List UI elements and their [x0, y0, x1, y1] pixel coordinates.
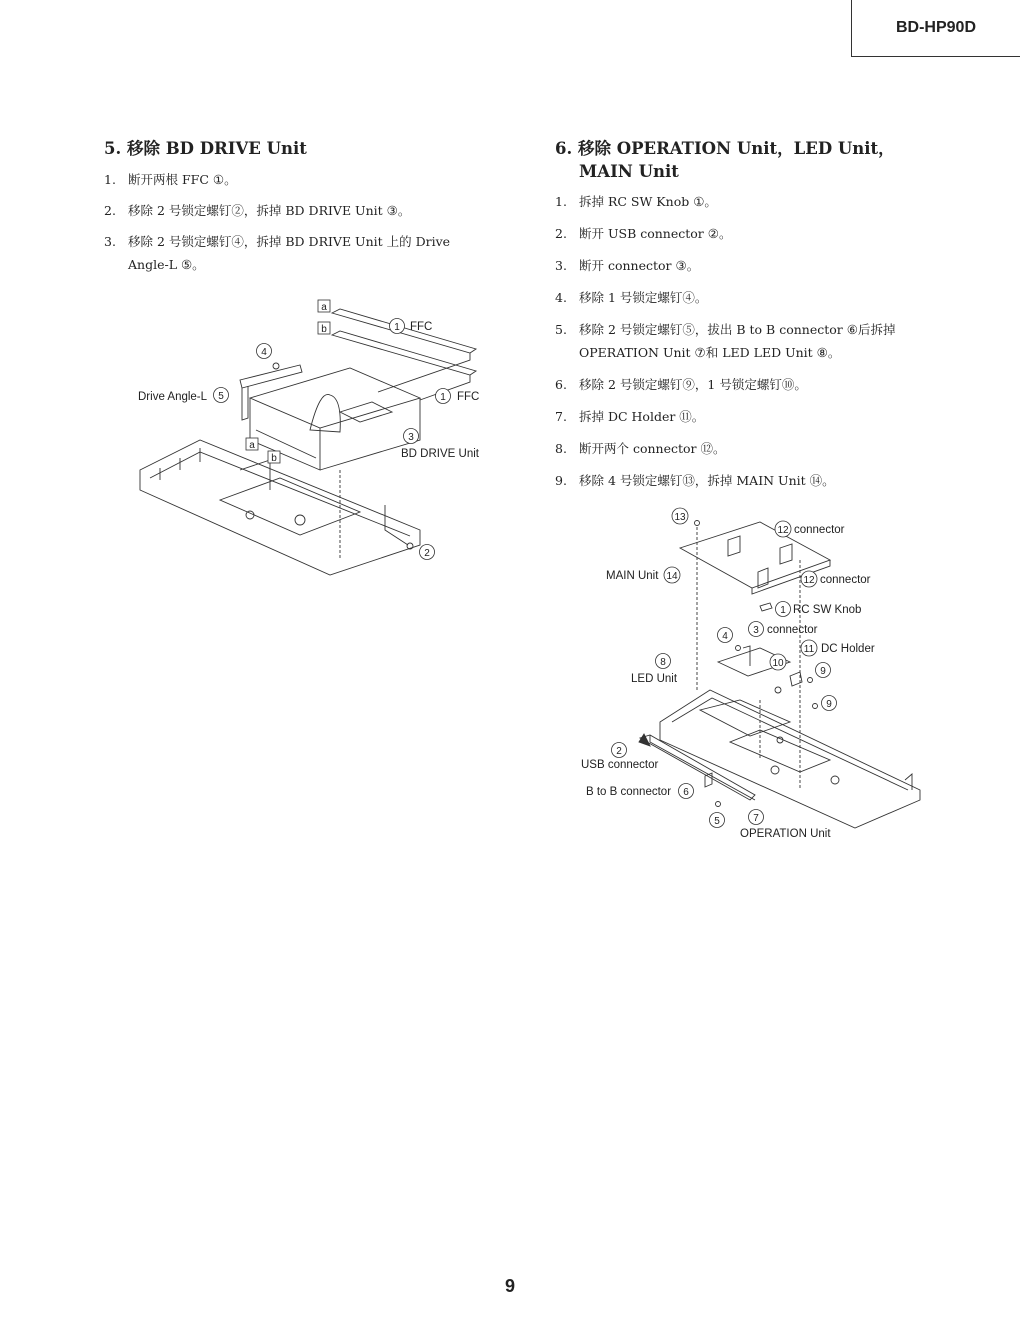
callout-12b: 12 — [803, 575, 815, 586]
list-item: 9. 移除 4 号锁定螺钉⑬，拆掉 MAIN Unit ⑭。 — [555, 473, 835, 488]
callout-9a: 9 — [820, 666, 826, 677]
box-label-a: a — [321, 302, 327, 313]
callout-11: 11 — [803, 644, 815, 655]
box-label-a2: a — [249, 440, 255, 451]
chassis-6 — [660, 690, 920, 828]
label-connector-c: connector — [767, 624, 818, 636]
list-item: 3. 移除 2 号锁定螺钉④，拆掉 BD DRIVE Unit 上的 Drive — [104, 234, 451, 249]
section6-title: 6. 移除 OPERATION Unit，LED Unit， — [555, 139, 895, 158]
label-main-unit: MAIN Unit — [606, 570, 659, 582]
callout-4: 4 — [261, 347, 267, 358]
label-drive-angle: Drive Angle-L — [138, 391, 208, 403]
list-item: 3. 断开 connector ③。 — [555, 258, 700, 273]
callout-5: 5 — [218, 391, 224, 402]
label-b-to-b-connector: B to B connector — [586, 786, 672, 798]
label-ffc-2: FFC — [457, 391, 480, 403]
rc-knob — [760, 603, 772, 611]
dc-holder — [790, 672, 802, 686]
list-item: 1. 拆掉 RC SW Knob ①。 — [555, 194, 717, 209]
box-label-b2: b — [271, 453, 277, 464]
list-item: 7. 拆掉 DC Holder ⑪。 — [555, 409, 705, 424]
callout-1-6: 1 — [780, 605, 786, 616]
list-item: OPERATION Unit ⑦和 LED LED Unit ⑧。 — [579, 345, 841, 360]
callout-9b: 9 — [826, 699, 832, 710]
callout-7: 7 — [753, 813, 759, 824]
label-ffc-1: FFC — [410, 321, 433, 333]
callout-8: 8 — [660, 657, 666, 668]
label-rc-sw-knob: RC SW Knob — [793, 604, 862, 616]
box-label-b: b — [321, 324, 327, 335]
callout-5-6: 5 — [714, 816, 720, 827]
list-item: 2. 断开 USB connector ②。 — [555, 226, 732, 241]
list-item: 8. 断开两个 connector ⑫。 — [555, 441, 726, 456]
list-item: Angle-L ⑤。 — [128, 257, 205, 272]
list-item: 6. 移除 2 号锁定螺钉⑨，1 号锁定螺钉⑩。 — [555, 377, 807, 392]
callout-2: 2 — [424, 548, 430, 559]
section6-title-line2: MAIN Unit — [579, 162, 679, 181]
diagram6-labels — [581, 508, 875, 840]
callout-2-6: 2 — [616, 746, 622, 757]
callout-4-6: 4 — [722, 631, 728, 642]
callout-12a: 12 — [777, 525, 789, 536]
callout-14: 14 — [666, 571, 678, 582]
label-connector-a: connector — [794, 524, 845, 536]
callout-1b: 1 — [440, 392, 446, 403]
page-number: 9 — [504, 1276, 515, 1296]
label-led-unit: LED Unit — [631, 673, 678, 685]
label-connector-b: connector — [820, 574, 871, 586]
label-bd-drive: BD DRIVE Unit — [401, 448, 479, 460]
callout-1: 1 — [394, 322, 400, 333]
label-operation-unit: OPERATION Unit — [740, 828, 831, 840]
callout-6: 6 — [683, 787, 689, 798]
list-item: 4. 移除 1 号锁定螺钉④。 — [555, 290, 708, 305]
callout-3: 3 — [408, 432, 414, 443]
callout-3-6: 3 — [753, 625, 759, 636]
model-number: BD-HP90D — [895, 19, 976, 36]
label-dc-holder: DC Holder — [821, 643, 875, 655]
screw-13-icon — [695, 521, 700, 526]
callout-10: 10 — [772, 658, 784, 669]
list-item: 5. 移除 2 号锁定螺钉⑤，拔出 B to B connector ⑥后拆掉 — [555, 322, 896, 337]
label-usb-connector: USB connector — [581, 759, 659, 771]
list-item: 1. 断开两根 FFC ①。 — [104, 172, 237, 187]
list-item: 2. 移除 2 号锁定螺钉②，拆掉 BD DRIVE Unit ③。 — [104, 203, 411, 218]
section5-title: 5. 移除 BD DRIVE Unit — [104, 139, 307, 158]
callout-13: 13 — [674, 512, 686, 523]
